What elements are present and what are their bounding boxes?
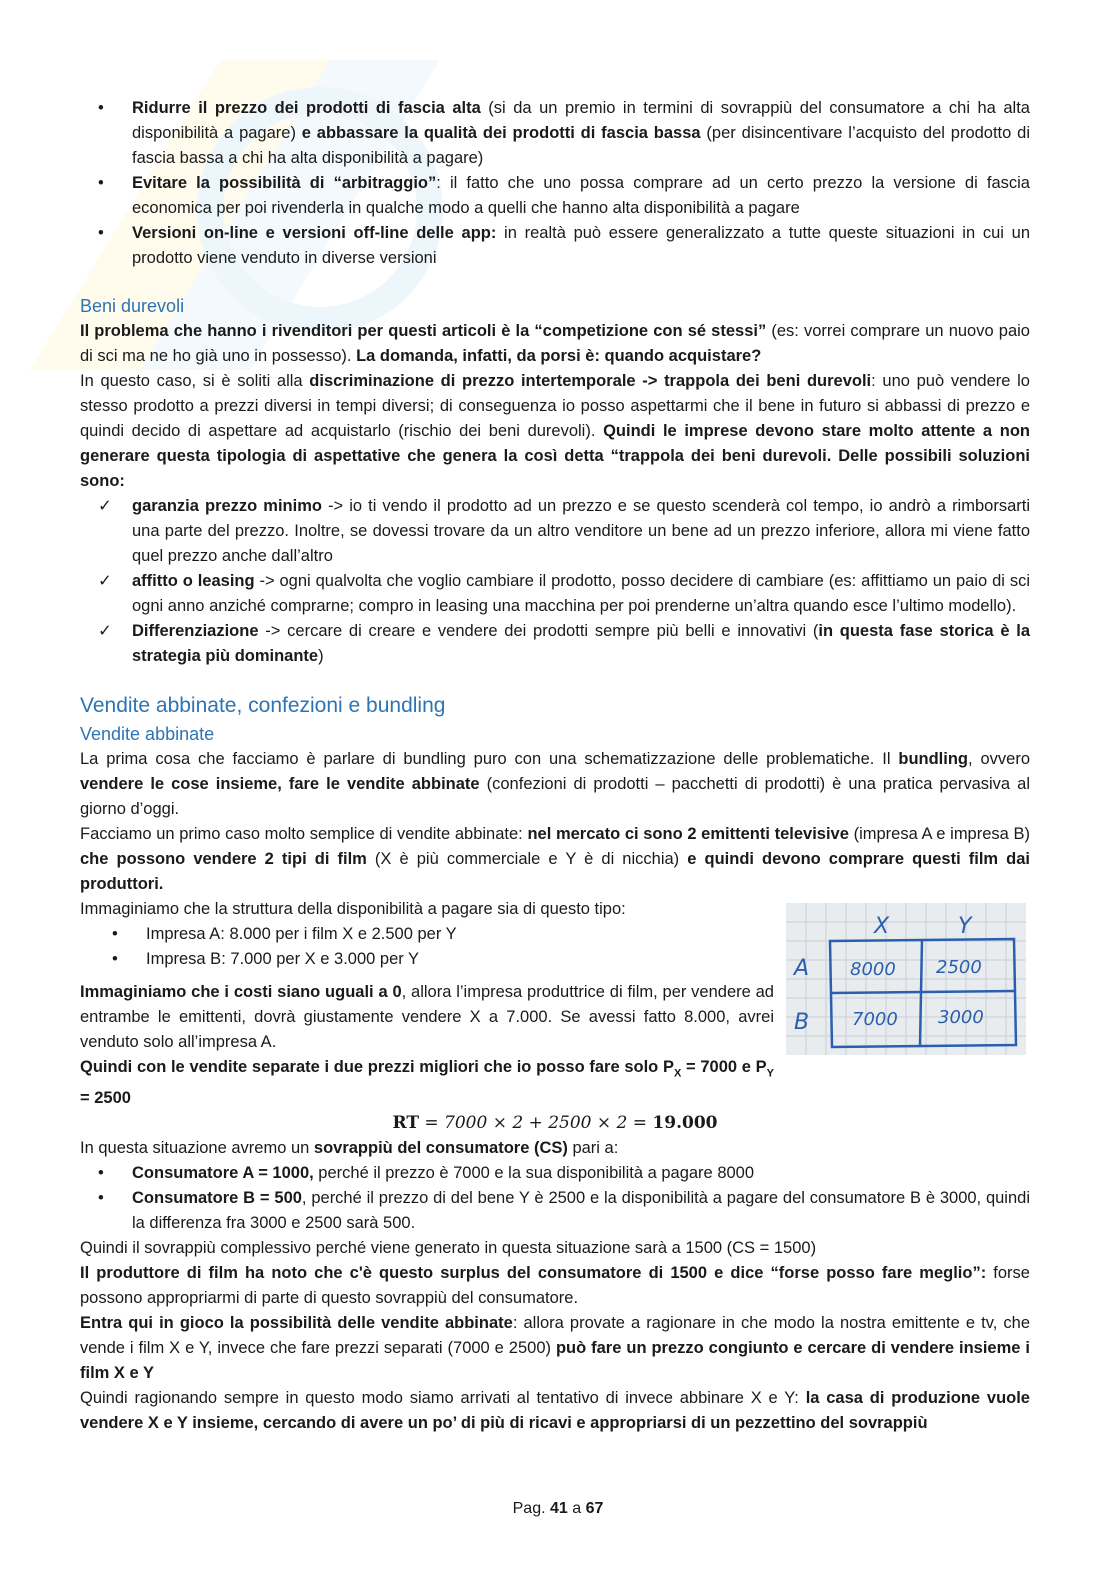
consumer-surplus-list	[80, 1161, 1030, 1236]
sketch-cell-a-y: 2500	[936, 957, 982, 978]
list-item: • Consumatore A = 1000, perché il prezzo è 7000 e la sua disponibilità a pagare 8000	[80, 1161, 1030, 1186]
list-item: • Evitare la possibilità di “arbitraggio”: il fatto che uno possa comprare ad un certo prezzo la versione di fascia economica per poi rivenderla in qualche modo a quelli che hanno alta disponibilità a pagare	[80, 171, 1030, 221]
paragraph: Il produttore di film ha noto che c'è questo surplus del consumatore di 1500 e dice “forse posso fare meglio”: forse possono appropriarmi di parte di questo sovrappiù del consumatore.	[80, 1264, 1030, 1308]
sketch-cell-b-x: 7000	[852, 1009, 898, 1030]
sketch-cell-b-y: 3000	[938, 1007, 984, 1028]
paragraph: Facciamo un primo caso molto semplice di vendite abbinate: nel mercato ci sono 2 emittenti televisive (impresa A e impresa B) che possono vendere 2 tipi di film (X è più commerciale e Y è di nicchia) e quindi devono comprare questi film dai produttori.	[80, 825, 1031, 893]
paragraph: Immaginiamo che la struttura della disponibilità a pagare sia di questo tipo:	[80, 900, 626, 918]
section-heading-beni-durevoli: Beni durevoli	[80, 296, 185, 316]
paragraph: Quindi ragionando sempre in questo modo siamo arrivati al tentativo di invece abbinare X e Y: la casa di produzione vuole vendere X e Y insieme, cercando di avere un po’ di più di ricavi e appropriarsi di un pezzettino del sovrappiù	[80, 1389, 1030, 1433]
list-item: • Consumatore B = 500, perché il prezzo di del bene Y è 2500 e la disponibilità a pagare del consumatore B è 3000, quindi la differenza fra 3000 e 2500 sarà 500.	[80, 1186, 1030, 1236]
paragraph: Immaginiamo che i costi siano uguali a 0, allora l’impresa produttrice di film, per vendere ad entrambe le emittenti, dovrà giustamente vendere X a 7.000. Se avessi fatto 8.000, avrei venduto solo all’impresa A.	[80, 983, 774, 1051]
document-page	[80, 96, 1030, 1436]
list-item: ✓ garanzia prezzo minimo -> io ti vendo il prodotto ad un prezzo e se questo scenderà col tempo, io andrò a rimborsarti una parte del prezzo. Inoltre, se dovessi trovare da un altro venditore un bene ad un prezzo inferiore, allora mi viene fatto quel prezzo anche dall’altro	[80, 494, 1030, 569]
paragraph: Quindi con le vendite separate i due prezzi migliori che io posso fare solo $P_X = 7000$ e $P_Y = 2500$	[80, 1058, 774, 1108]
list-item: • Impresa A: 8.000 per i film X e 2.500 per Y	[80, 922, 1030, 947]
list-item: ✓ Differenziazione -> cercare di creare e vendere dei prodotti sempre più belli e innovativi (in questa fase storica è la strategia più dominante)	[80, 619, 1030, 669]
sketch-col-y: Y	[958, 914, 972, 939]
paragraph: In questo caso, si è soliti alla discriminazione di prezzo intertemporale -> trappola dei beni durevoli: uno può vendere lo stesso prodotto a prezzi diversi in tempi diversi; di conseguenza io posso aspettarmi che il bene in futuro si abbassi di prezzo e quindi decido di aspettare ad acquistarlo (rischio dei beni durevoli). Quindi le imprese devono stare molto attente a non generare questa tipologia di aspettative che genera la così detta “trappola dei beni durevoli. Delle possibili soluzioni sono:	[80, 372, 1030, 490]
paragraph: In questa situazione avremo un sovrappiù del consumatore (CS) pari a:	[80, 1139, 619, 1158]
list-item: ✓ affitto o leasing -> ogni qualvolta che voglio cambiare il prodotto, posso decidere di cambiare (es: affittiamo un paio di sci ogni anno anziché comprarne; compro in leasing una macchina per poi prenderne un’altra quando esce l’ultimo modello).	[80, 569, 1030, 619]
paragraph: Il problema che hanno i rivenditori per questi articoli è la “competizione con sé stessi” (es: vorrei comprare un nuovo paio di sci ma ne ho già uno in possesso). La domanda, infatti, da porsi è: quando acquistare?	[80, 322, 1030, 365]
list-item: • Ridurre il prezzo dei prodotti di fascia alta (si da un premio in termini di sovrappiù del consumatore a chi ha alta disponibilità a pagare) e abbassare la qualità dei prodotti di fascia bassa (per disincentivare l’acquisto del prodotto di fascia bassa a chi ha alta disponibilità a pagare)	[80, 96, 1030, 171]
sketch-col-x: X	[874, 914, 890, 939]
sketch-row-b: B	[794, 1010, 810, 1035]
section-heading-vendite-abbinate-bundling: Vendite abbinate, confezioni e bundling	[80, 694, 446, 717]
list-item: • Impresa B: 7.000 per X e 3.000 per Y	[80, 947, 1030, 972]
intro-bullet-list	[80, 96, 1030, 271]
subsection-heading-vendite-abbinate: Vendite abbinate	[80, 724, 215, 744]
revenue-formula: RT = 7000 × 2 + 2500 × 2 = 19.000	[392, 1113, 718, 1134]
sketch-row-a: A	[794, 956, 810, 981]
paragraph: Entra qui in gioco la possibilità delle vendite abbinate: allora provate a ragionare in che modo la nostra emittente e tv, che vende i film X e Y, invece che fare prezzi separati (7000 e 2500) può fare un prezzo congiunto e cercare di vendere insieme i film X e Y	[80, 1314, 1030, 1383]
sketch-cell-a-x: 8000	[850, 959, 896, 980]
imprese-list	[80, 922, 1030, 972]
page-footer: Pag. 41 a 67	[512, 1500, 604, 1517]
paragraph: La prima cosa che facciamo è parlare di bundling puro con una schematizzazione delle problematiche. Il bundling, ovvero vendere le cose insieme, fare le vendite abbinate (confezioni di prodotti – pacchetti di prodotti) è una pratica pervasiva al giorno d’oggi.	[80, 750, 1030, 818]
paragraph: Quindi il sovrappiù complessivo perché viene generato in questa situazione sarà a 1500 (CS = 1500)	[80, 1239, 817, 1258]
solutions-checklist	[80, 494, 1030, 669]
list-item: • Versioni on-line e versioni off-line delle app: in realtà può essere generalizzato a tutte queste situazioni in cui un prodotto viene venduto in diverse versioni	[80, 221, 1030, 271]
